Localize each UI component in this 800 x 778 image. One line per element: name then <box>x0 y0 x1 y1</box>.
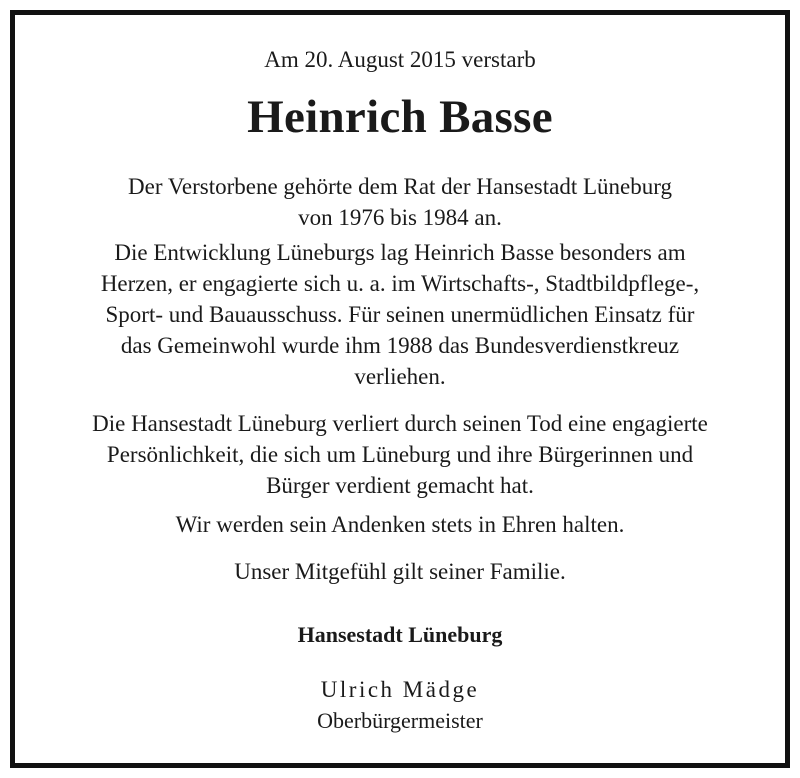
text-line: Der Verstorbene gehörte dem Rat der Hansestadt Lüneburg <box>128 174 672 199</box>
paragraph-remembrance <box>29 509 771 540</box>
text-line: verliehen. <box>354 364 446 389</box>
paragraph-loss <box>29 408 771 501</box>
text-line: Persönlichkeit, die sich um Lüneburg und ihre Bürgerinnen und <box>106 442 694 467</box>
text-line: Unser Mitgefühl gilt seiner Familie. <box>234 559 566 584</box>
signer-name: Ulrich Mädge <box>320 677 480 702</box>
text-line: Die Entwicklung Lüneburgs lag Heinrich Basse besonders am <box>114 240 686 265</box>
text-line: Wir werden sein Andenken stets in Ehren halten. <box>175 512 625 537</box>
text-line: das Gemeinwohl wurde ihm 1988 das Bundesverdienstkreuz <box>120 333 680 358</box>
intro-line: Am 20. August 2015 verstarb <box>264 47 536 72</box>
text-line: von 1976 bis 1984 an. <box>298 205 502 230</box>
paragraph-condolence <box>29 556 771 587</box>
text-line: Bürger verdient gemacht hat. <box>266 473 534 498</box>
organization-name: Hansestadt Lüneburg <box>297 622 503 647</box>
text-line: Die Hansestadt Lüneburg verliert durch seinen Tod eine engagierte <box>92 411 708 436</box>
paragraph-engagement <box>29 237 771 392</box>
signer-title: Oberbürgermeister <box>317 708 483 733</box>
text-line: Sport- und Bauausschuss. Für seinen unermüdlichen Einsatz für <box>105 302 695 327</box>
obituary-frame <box>10 10 790 768</box>
deceased-name: Heinrich Basse <box>247 91 553 143</box>
text-line: Herzen, er engagierte sich u. a. im Wirtschafts-, Stadtbildpflege-, <box>100 271 700 296</box>
paragraph-council-membership <box>29 171 771 233</box>
